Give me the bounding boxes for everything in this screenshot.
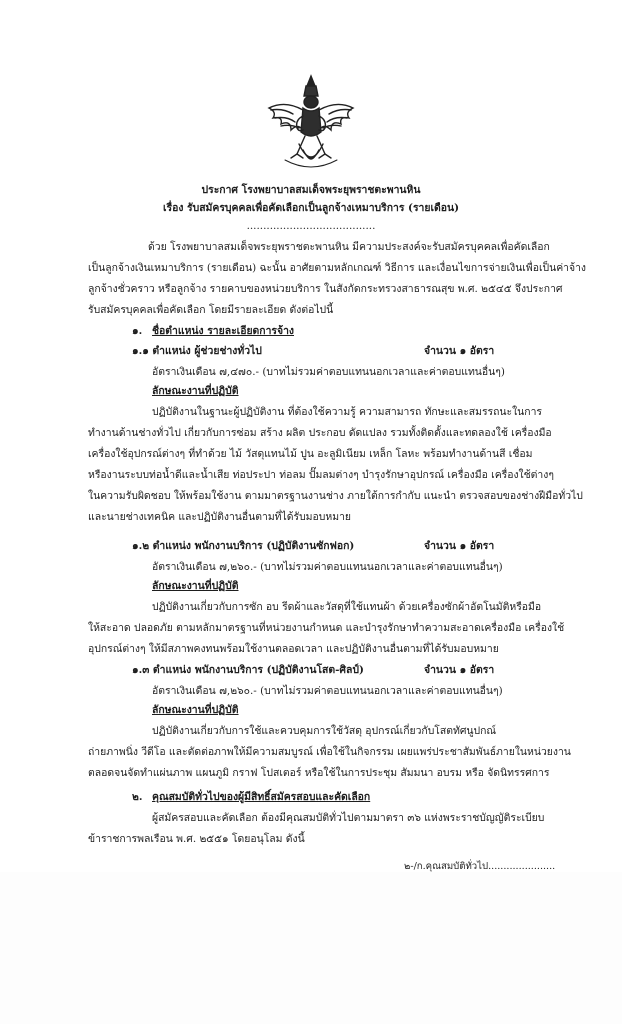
intro-line: ลูกจ้างชั่วคราว หรือลูกจ้าง รายคาบของหน่วยบริการ ในสังกัดกระทรวงสาธารณสุข พ.ศ. ๒๕๔๕ จึงประกาศ: [88, 283, 563, 295]
title-separator-dots: .......................................: [246, 220, 376, 232]
duty-heading: ลักษณะงานที่ปฏิบัติ: [152, 580, 239, 592]
duty-line: ปฏิบัติงานเกี่ยวกับการใช้และควบคุมการใช้วัสดุ อุปกรณ์เกี่ยวกับโสตทัศนูปกณ์: [152, 725, 497, 737]
duty-heading: ลักษณะงานที่ปฏิบัติ: [152, 385, 239, 397]
scan-margin: [0, 872, 622, 1024]
position-quota: จำนวน ๑ อัตรา: [424, 540, 495, 552]
duty-line: ในความรับผิดชอบ ให้พร้อมใช้งาน ตามมาตรฐานงานช่าง ภายใต้การกำกับ แนะนำ ตรวจสอบของช่างฝีมือทั่วไป: [88, 490, 583, 502]
position-title: ๑.๑ ตำแหน่ง ผู้ช่วยช่างทั่วไป: [132, 345, 262, 357]
duty-line: ตลอดจนจัดทำแผ่นภาพ แผนภูมิ กราฟ โปสเตอร์ หรือใช้ในการประชุม สัมมนา อบรม หรือ จัดนิทรรศการ: [88, 767, 550, 779]
position-quota: จำนวน ๑ อัตรา: [424, 345, 495, 357]
duty-line: ทำงานด้านช่างทั่วไป เกี่ยวกับการซ่อม สร้าง ผลิต ประกอบ ดัดแปลง รวมทั้งติดตั้งและทดลองใช้ เครื่องมือ: [88, 427, 552, 439]
duty-line: เครื่องใช้อุปกรณ์ต่างๆ ที่ทำด้วย ไม้ วัสดุแทนไม้ ปูน อะลูมิเนียม เหล็ก โลหะ พร้อมทำงานด้านสี เชื่อม: [88, 448, 533, 460]
intro-line: เป็นลูกจ้างเงินเหมาบริการ (รายเดือน) ฉะนั้น อาศัยตามหลักเกณฑ์ วิธีการ และเงื่อนไขการจ่ายเงินเพื่อเป็นค่าจ้าง: [88, 262, 586, 274]
duty-line: ปฏิบัติงานเกี่ยวกับการซัก อบ รีดผ้าและวัสดุที่ใช้แทนผ้า ด้วยเครื่องซักผ้าอัตโนมัติหรือมือ: [152, 601, 542, 613]
intro-line: รับสมัครบุคคลเพื่อคัดเลือก โดยมีรายละเอียด ดังต่อไปนี้: [88, 304, 334, 316]
duty-line: ปฏิบัติงานในฐานะผู้ปฏิบัติงาน ที่ต้องใช้ความรู้ ความสามารถ ทักษะและสมรรถนะในการ: [152, 406, 542, 418]
section-2-heading: คุณสมบัติทั่วไปของผู้มีสิทธิ์สมัครสอบและคัดเลือก: [152, 791, 371, 803]
duty-line: อุปกรณ์ต่างๆ ให้มีสภาพคงทนพร้อมใช้งานตลอดเวลา และปฏิบัติงานอื่นตามที่ได้รับมอบหมาย: [88, 643, 499, 655]
announcement-title: ประกาศ โรงพยาบาลสมเด็จพระยุพราชตะพานหิน: [201, 184, 421, 196]
announcement-subject: เรื่อง รับสมัครบุคคลเพื่อคัดเลือกเป็นลูกจ้างเหมาบริการ (รายเดือน): [162, 202, 460, 214]
duty-line: และนายช่างเทคนิค และปฏิบัติงานอื่นตามที่ได้รับมอบหมาย: [88, 511, 351, 523]
duty-heading: ลักษณะงานที่ปฏิบัติ: [152, 704, 239, 716]
position-salary: อัตราเงินเดือน ๗,๔๗๐.- (บาทไม่รวมค่าตอบแทนนอกเวลาและค่าตอบแทนอื่นๆ): [152, 366, 505, 378]
duty-line: ถ่ายภาพนิ่ง วีดีโอ และตัดต่อภาพให้มีความสมบูรณ์ เพื่อใช้ในกิจกรรม เผยแพร่ประชาสัมพันธ์ภายในหน่วยงาน: [88, 746, 571, 758]
qualification-line: ผู้สมัครสอบและคัดเลือก ต้องมีคุณสมบัติทั่วไปตามมาตรา ๓๖ แห่งพระราชบัญญัติระเบียบ: [152, 812, 545, 824]
position-salary: อัตราเงินเดือน ๗,๒๖๐.- (บาทไม่รวมค่าตอบแทนนอกเวลาและค่าตอบแทนอื่นๆ): [152, 685, 503, 697]
continuation-note: ๒-/ก.คุณสมบัติทั่วไป......................: [404, 861, 556, 872]
section-1-number: ๑.: [132, 325, 143, 337]
section-1-heading: ชื่อตำแหน่ง รายละเอียดการจ้าง: [152, 325, 294, 337]
position-title: ๑.๒ ตำแหน่ง พนักงานบริการ (ปฏิบัติงานซักฟอก): [132, 540, 355, 552]
position-title: ๑.๓ ตำแหน่ง พนักงานบริการ (ปฏิบัติงานโสต-ศิลป์): [132, 664, 364, 676]
position-quota: จำนวน ๑ อัตรา: [424, 664, 495, 676]
duty-line: ให้สะอาด ปลอดภัย ตามหลักมาตรฐานที่หน่วยงานกำหนด และบำรุงรักษาทำความสะอาดเครื่องมือ เครื่องใช้: [88, 622, 565, 634]
position-salary: อัตราเงินเดือน ๗,๒๖๐.- (บาทไม่รวมค่าตอบแทนนอกเวลาและค่าตอบแทนอื่นๆ): [152, 561, 503, 573]
garuda-emblem-icon: [263, 74, 359, 174]
intro-line: ด้วย โรงพยาบาลสมเด็จพระยุพราชตะพานหิน มีความประสงค์จะรับสมัครบุคคลเพื่อคัดเลือก: [148, 241, 550, 253]
qualification-line: ข้าราชการพลเรือน พ.ศ. ๒๕๕๑ โดยอนุโลม ดังนี้: [88, 833, 305, 845]
duty-line: หรืองานระบบท่อน้ำดีและน้ำเสีย ท่อประปา ท่อลม ปั๊มลมต่างๆ บำรุงรักษาอุปกรณ์ เครื่องมือ เครื่องใช้ต่างๆ: [88, 469, 554, 481]
section-2-number: ๒.: [132, 791, 143, 803]
